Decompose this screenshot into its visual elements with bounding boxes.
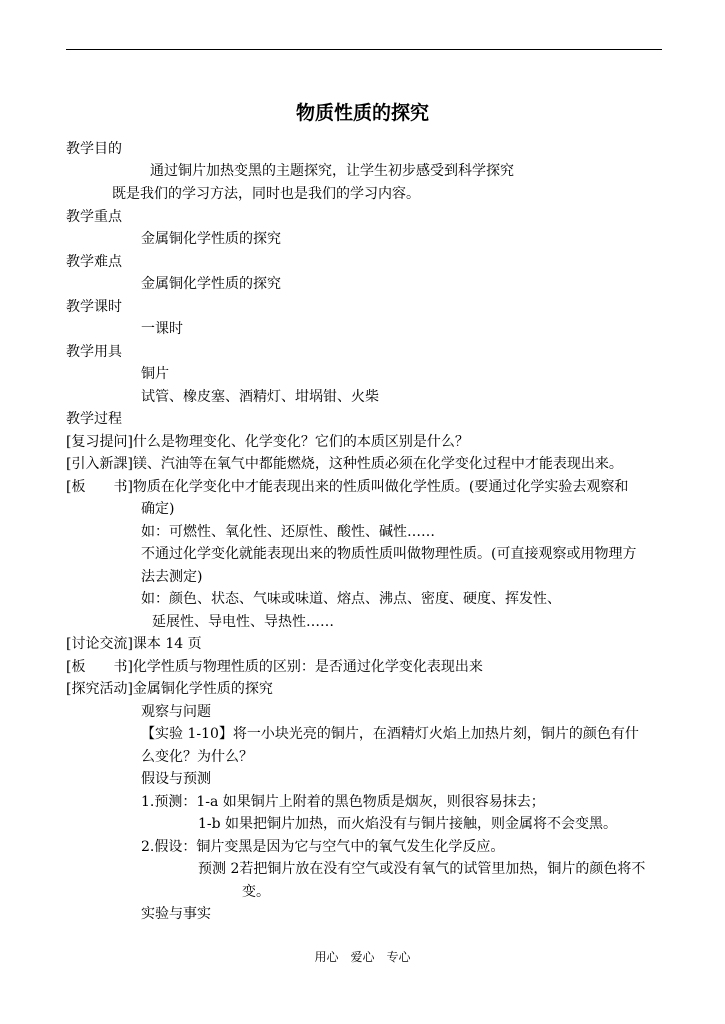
- text-line: [探究活动]金属铜化学性质的探究: [66, 681, 273, 697]
- text-line: 教学课时: [66, 299, 122, 315]
- text-line: 么变化？为什么？: [141, 749, 253, 765]
- header-rule: [66, 49, 662, 50]
- text-line: 变。: [242, 884, 270, 900]
- text-line: 如：颜色、状态、气味或味道、熔点、沸点、密度、硬度、挥发性、: [141, 591, 561, 607]
- text-line: 如：可燃性、氧化性、还原性、酸性、碱性……: [141, 524, 435, 540]
- text-line: 观察与问题: [141, 704, 211, 720]
- text-line: [复习提问]什么是物理变化、化学变化？它们的本质区别是什么？: [66, 434, 469, 450]
- text-line: 延展性、导电性、导热性……: [152, 614, 334, 630]
- text-line: 1-b 如果把铜片加热，而火焰没有与铜片接触，则金属将不会变黑。: [198, 816, 618, 832]
- text-line: [引入新課]镁、汽油等在氧气中都能燃烧，这种性质必须在化学变化过程中才能表现出来。: [66, 456, 623, 472]
- text-line: 2.假设：铜片变黑是因为它与空气中的氧气发生化学反应。: [141, 839, 505, 855]
- text-line: 教学目的: [66, 141, 122, 157]
- page-footer: 用心 爱心 专心: [314, 950, 411, 964]
- text-line: 法去测定): [141, 569, 203, 585]
- text-line: [板 书]化学性质与物理性质的区别：是否通过化学变化表现出来: [66, 659, 483, 675]
- text-line: 假设与预测: [141, 771, 211, 787]
- text-line: 试管、橡皮塞、酒精灯、坩埚钳、火柴: [141, 389, 379, 405]
- text-line: 教学过程: [66, 411, 122, 427]
- text-line: 既是我们的学习方法，同时也是我们的学习内容。: [112, 186, 420, 202]
- text-line: 通过铜片加热变黑的主题探究，让学生初步感受到科学探究: [150, 163, 514, 179]
- page-title: 物质性质的探究: [295, 102, 429, 124]
- text-line: 预测 2若把铜片放在没有空气或没有氧气的试管里加热，铜片的颜色将不: [198, 861, 646, 877]
- text-line: 教学用具: [66, 344, 122, 360]
- text-line: 1.预测：1-a 如果铜片上附着的黑色物质是烟灰，则很容易抹去；: [141, 794, 545, 810]
- text-line: 【实验 1-10】将一小块光亮的铜片，在酒精灯火焰上加热片刻，铜片的颜色有什: [141, 726, 639, 742]
- text-line: 实验与事实: [141, 906, 211, 922]
- text-line: 一课时: [141, 321, 183, 337]
- text-line: [板 书]物质在化学变化中才能表现出来的性质叫做化学性质。(要通过化学实验去观察和: [66, 479, 629, 495]
- text-line: 铜片: [141, 366, 169, 382]
- text-line: 教学重点: [66, 209, 122, 225]
- text-line: 金属铜化学性质的探究: [141, 231, 281, 247]
- text-line: 不通过化学变化就能表现出来的物质性质叫做物理性质。(可直接观察或用物理方: [141, 546, 637, 562]
- text-line: [讨论交流]课本 14 页: [66, 636, 202, 652]
- text-line: 确定): [141, 501, 175, 517]
- text-line: 金属铜化学性质的探究: [141, 276, 281, 292]
- text-line: 教学难点: [66, 254, 122, 270]
